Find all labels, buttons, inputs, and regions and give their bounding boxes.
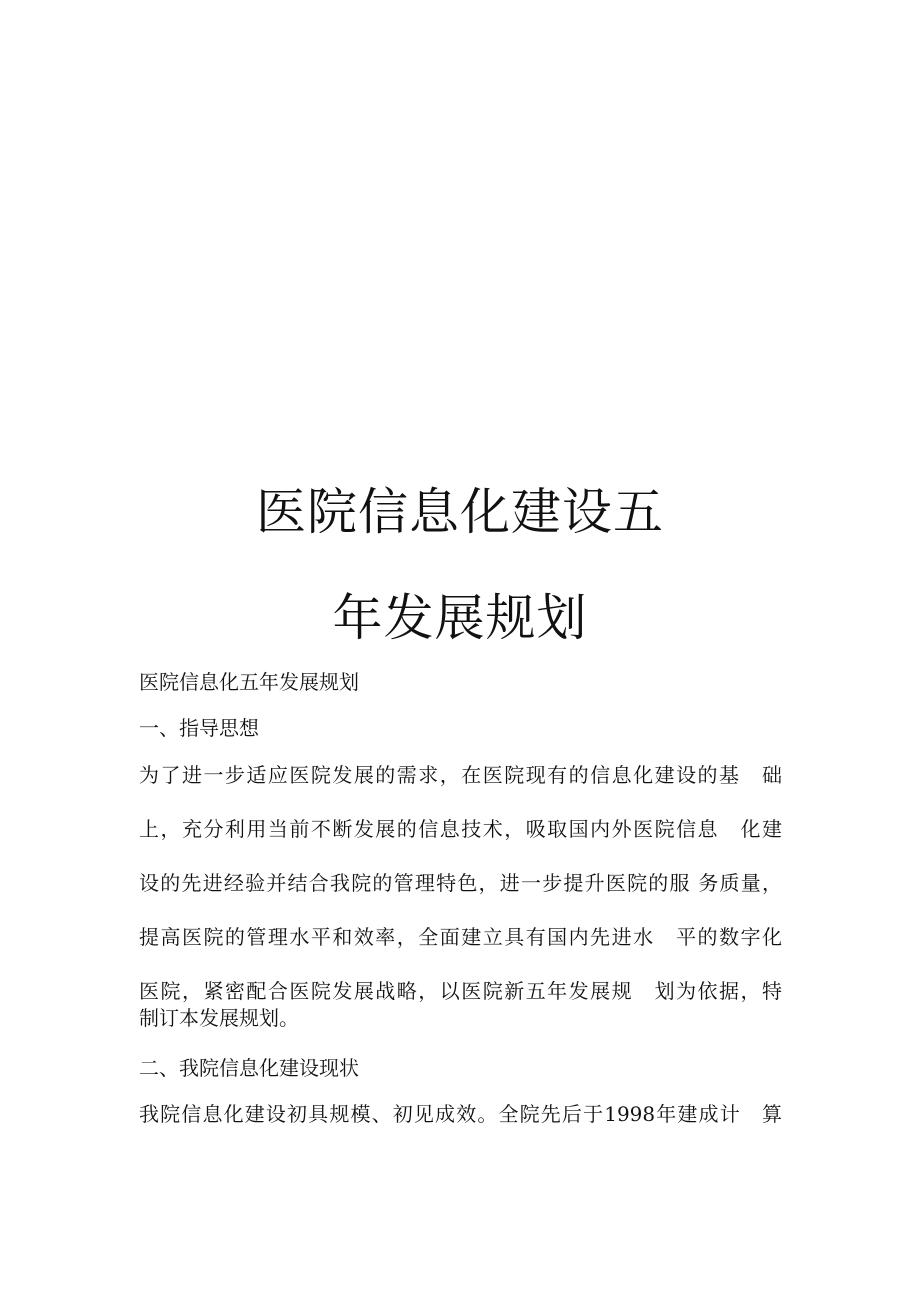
- section-2-heading: 二、我院信息化建设现状: [139, 1056, 359, 1080]
- section-1-paragraph-line: 设的先进经验并结合我院的管理特色，进一步提升医院的服 务质量，: [139, 871, 782, 895]
- section-1-heading: 一、指导思想: [139, 716, 259, 740]
- section-1-paragraph-line: 上，充分利用当前不断发展的信息技术，吸取国内外医院信息 化建: [139, 817, 782, 841]
- section-1-paragraph-line: 提高医院的管理水平和效率，全面建立具有国内先进水 平的数字化: [139, 925, 782, 949]
- section-1-paragraph-line: 为了进一步适应医院发展的需求，在医院现有的信息化建设的基 础: [139, 763, 782, 787]
- document-title-line-2: 年发展规划: [332, 589, 588, 647]
- document-subtitle: 医院信息化五年发展规划: [139, 670, 359, 694]
- section-2-paragraph-line: 我院信息化建设初具规模、初见成效。全院先后于1998年建成计 算: [139, 1102, 782, 1126]
- document-title-line-1: 医院信息化建设五: [256, 483, 664, 541]
- section-1-paragraph-line: 制订本发展规划。: [139, 1006, 299, 1030]
- section-1-paragraph-line: 医院，紧密配合医院发展战略，以医院新五年发展规 划为依据，特: [139, 979, 782, 1003]
